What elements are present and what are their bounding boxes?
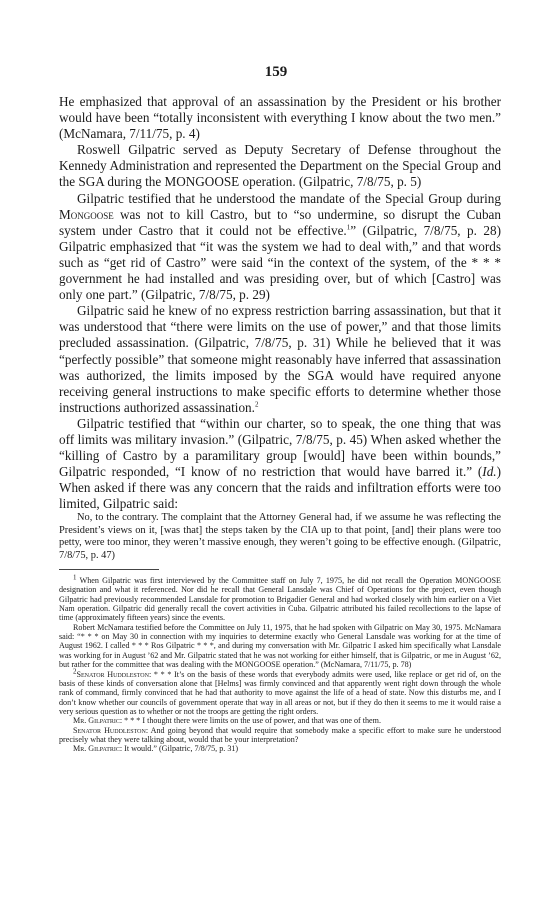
footnote-2-answer-text: : It would.” (Gilpatric, 7/8/75, p. 31): [119, 744, 239, 754]
footnote-1: [59, 573, 501, 623]
footnote-divider: [59, 569, 159, 570]
paragraph-3-part-a: Gilpatric testified that he understood the mandate of the Special Group during: [77, 190, 501, 206]
paragraph-5-part-a: Gilpatric testified that “within our charter, so to speak, the one thing that was off limits was military invasion.” (Gilpatric, 7/8/75, p. 45) When asked whether the “killing of Castro by a paramilitary group [would] have been within bounds,” Gilpatric responded, “I know of no restriction that would have barred it.” (: [59, 415, 501, 480]
footnote-2-text: : * * * It’s on the basis of these words that everybody admits were used, like replace or get rid of, on the basis of these kinds of conversation alone that [Helms] was firmly convinced and that apparently went right down through the whole rank of command, firmly convinced that he had that authority to move against the life of a head of state. Now this disturbs me, and I don’t know whether our councils of government operate that way in all areas or not, but if they do then it seems to me it would raise a very serious question as to whether or not the troops are getting the right orders.: [59, 669, 501, 716]
footnote-2-answer-speaker: Mr. Gilpatric: [73, 744, 120, 754]
footnote-2-reply: [59, 716, 501, 725]
block-quote: No, to the contrary. The complaint that the Attorney General had, if we assume he was reflecting the President’s views on it, [was that] the steps taken by the CIA up to that point, [and] their plans were too petty, were too minor, they weren’t massive enough, they weren’t going to be effective enough. (Gilpatric, 7/8/75, p. 47): [59, 512, 501, 561]
footnote-2-question: [59, 726, 501, 745]
paragraph-3-part-c: ” (Gilpatric, 7/8/75, p. 28) Gilpatric emphasized that “it was the system we had to deal with,” and that words such as “get rid of Castro” were said “in the context of the system, of the * * * government he had installed and was presiding over, but of which [Castro] was only one part.” (Gilpatric, 7/8/75, p. 29): [59, 222, 501, 303]
paragraph-3-part-b: was not to kill Castro, but to “so undermine, so disrupt the Cuban system under Castro that it could not be effective.: [59, 206, 501, 238]
paragraph-1: He emphasized that approval of an assassination by the President or his brother would have been “totally inconsistent with everything I know about the two men.” (McNamara, 7/11/75, p. 4): [59, 94, 501, 142]
footnote-2-question-text: : And going beyond that would require that somebody make a specific effort to make sure he understood precisely what they were talking about, would that be your interpretation?: [59, 725, 501, 744]
footnote-2: [59, 666, 501, 717]
footnote-marker-1: 1: [73, 573, 77, 582]
id-citation: Id.: [482, 464, 497, 480]
footnote-1-continued: Robert McNamara testified before the Committee on July 11, 1975, that he had spoken with Gilpatric on May 30, 1975. McNamara said: “* * * on May 30 in connection with my inquiries to determine exactly who General Lansdale was working for at the time of August 1962. I called * * * Ros Gilpatric * * *, and during my conversation with Mr. Gilpatric I asked him specifically what Lansdale was working for in August ’62 and Mr. Gilpatric stated that he was not working for either himself, that is Gilpatric, or me in August ’62, but rather for the committee that was dealing with the MONGOOSE operation.” (McNamara, 7/11/75, p. 78): [59, 622, 501, 670]
footnote-ref-1: 1: [346, 223, 351, 232]
footnote-ref-2: 2: [254, 400, 259, 409]
footnote-2-question-speaker: Senator Huddleston: [73, 725, 146, 735]
footnote-2-speaker: Senator Huddleston: [76, 669, 149, 679]
footnote-marker-2: 2: [73, 666, 77, 675]
footnote-2-reply-speaker: Mr. Gilpatric: [73, 716, 120, 726]
paragraph-3: [59, 191, 501, 304]
main-text: [59, 94, 501, 754]
paragraph-5: [59, 416, 501, 513]
page-number: 159: [264, 64, 288, 80]
footnote-1-text: When Gilpatric was first interviewed by the Committee staff on July 7, 1975, he did not recall the Operation MONGOOSE designation and what it referenced. Nor did he recall that General Lansdale was Chief of Operations for the project, even though Gilpatric had previously recommended Lansdale for promotion to Brigadier General and had worked closely with him earlier on a Viet Nam operation. Gilpatric did generally recall the covert activities in Cuba. Gilpatric attributed his failed recollections to the lapse of time (approximately fifteen years) since the events.: [59, 576, 501, 623]
paragraph-2: Roswell Gilpatric served as Deputy Secretary of Defense throughout the Kennedy Administration and represented the Department on the Special Group and the SGA during the MONGOOSE operation. (Gilpatric, 7/8/75, p. 5): [59, 142, 501, 190]
paragraph-4: [59, 303, 501, 416]
mongoose-smallcaps: Mongoose: [59, 206, 114, 222]
paragraph-4-text: Gilpatric said he knew of no express restriction barring assassination, but that it was understood that “there were limits on the use of power,” and that those limits precluded assassination. (Gilpatric, 7/8/75, p. 31) While he believed that it was “perfectly possible” that someone might reasonably have inferred that assassination was authorized, the limits imposed by the SGA would have required anyone receiving general instructions to make specific efforts to determine whether those instructions authorized assassination.: [59, 303, 501, 415]
footnote-2-answer: [59, 744, 501, 753]
footnote-2-reply-text: : * * * I thought there were limits on the use of power, and that was one of them.: [119, 716, 381, 726]
footnotes: [59, 573, 501, 754]
paragraph-5-part-b: ) When asked if there was any concern that the raids and infiltration efforts were too limited, Gilpatric said:: [59, 464, 501, 512]
